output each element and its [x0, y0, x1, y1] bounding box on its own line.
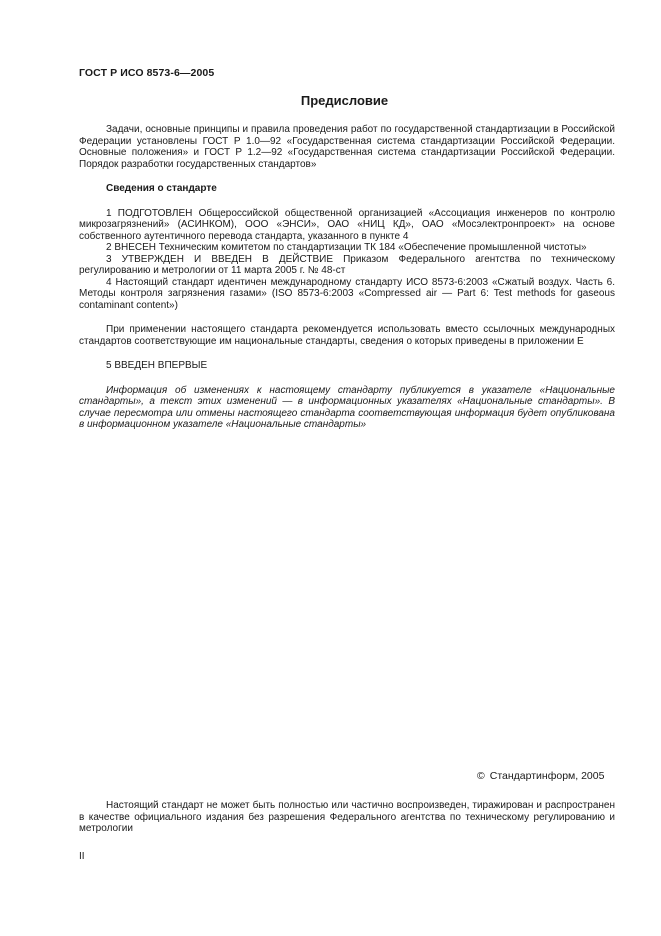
- copyright-text: Стандартинформ, 2005: [489, 770, 605, 782]
- section-heading: Сведения о стандарте: [106, 183, 217, 194]
- item-3: 3 УТВЕРЖДЕН И ВВЕДЕН В ДЕЙСТВИЕ Приказом Федерального агентства по техническому регулированию и метрологии от 11 марта 2005 г. № 48-ст: [79, 253, 615, 276]
- copyright-line: [477, 770, 609, 782]
- item-1: 1 ПОДГОТОВЛЕН Общероссийской общественной организацией «Ассоциация инженеров по контролю микрозагрязнений» (АСИНКОМ), ООО «ЭНСИ», ОАО «НИЦ КД», ОАО «Мосэлектронпроект» на основе собственного аутентичного перевода стандарта, указанного в пункте 4: [79, 207, 615, 242]
- document-code-header: ГОСТ Р ИСО 8573-6—2005: [79, 67, 215, 79]
- copyright-symbol: ©: [477, 770, 485, 782]
- changes-info: Информация об изменениях к настоящему стандарту публикуется в указателе «Национальные стандарты», а текст этих изменений — в информационных указателях «Национальные стандарты». В случае пересмотра или отмены настоящего стандарта соответствующая информация будет опубликована в информационном указателе «Национальные стандарты»: [79, 384, 615, 430]
- intro-paragraph: Задачи, основные принципы и правила проведения работ по государственной стандартизации в Российской Федерации установлены ГОСТ Р 1.0—92 «Государственная система стандартизации Российской Федерации. Основные положения» и ГОСТ Р 1.2—92 «Государственная система стандартизации Российской Федерации. Порядок разработки государственных стандартов»: [79, 124, 615, 170]
- reproduction-notice: [79, 800, 615, 835]
- page-title: Предисловие: [300, 93, 389, 108]
- item-4: 4 Настоящий стандарт идентичен международному стандарту ИСО 8573-6:2003 «Сжатый воздух. Часть 6. Методы контроля загрязнения газами» (ISO 8573-6:2003 «Compressed air — Part 6: Test methods for gaseous contaminant content»): [79, 276, 615, 311]
- item-2: 2 ВНЕСЕН Техническим комитетом по стандартизации ТК 184 «Обеспечение промышленной чистоты»: [106, 242, 587, 253]
- page-number: II: [79, 851, 85, 862]
- foreword-body: [79, 124, 615, 431]
- item-5: 5 ВВЕДЕН ВПЕРВЫЕ: [106, 360, 208, 371]
- application-note: При применении настоящего стандарта рекомендуется использовать вместо ссылочных международных стандартов соответствующие им национальные стандарты, сведения о которых приведены в приложении Е: [79, 324, 615, 347]
- reproduction-notice-text: Настоящий стандарт не может быть полностью или частично воспроизведен, тиражирован и распространен в качестве официального издания без разрешения Федерального агентства по техническому регулированию и метрологии: [79, 800, 615, 834]
